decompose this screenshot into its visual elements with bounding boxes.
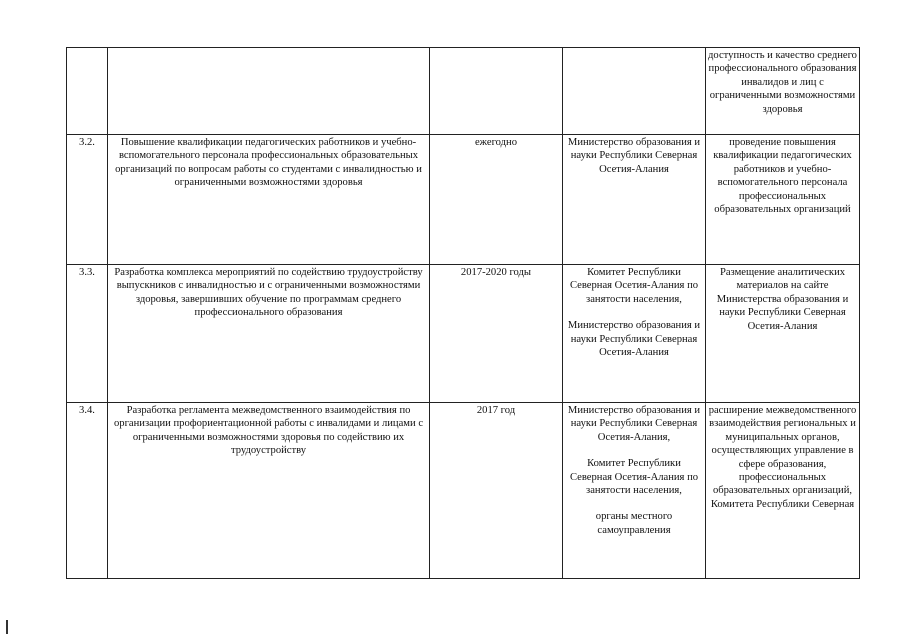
row-number: 3.3. <box>67 265 108 403</box>
responsible-org: Министерство образования и науки Республики Северная Осетия-Алания <box>567 137 701 175</box>
activity-cell: Разработка регламента межведомственного взаимодействия по организации профориентационной работы с инвалидами и лицами с ограниченными возможностями здоровья по содействию их трудоустройству <box>108 403 430 579</box>
period-cell: ежегодно <box>430 135 563 265</box>
result-cell: Размещение аналитических материалов на сайте Министерства образования и науки Республики Северная Осетия-Алания <box>706 265 860 403</box>
scan-edge-mark <box>6 620 8 634</box>
responsible-cell <box>563 265 706 403</box>
responsible-cell <box>563 48 706 135</box>
table-row <box>67 403 860 579</box>
period-cell: 2017 год <box>430 403 563 579</box>
responsible-org: Министерство образования и науки Республики Северная Осетия-Алания, <box>567 405 701 443</box>
responsible-cell <box>563 403 706 579</box>
responsible-cell <box>563 135 706 265</box>
plan-table <box>66 47 860 579</box>
activity-cell: Разработка комплекса мероприятий по содействию трудоустройству выпускников с инвалидностью и с ограниченными возможностями здоровья, завершивших обучение по программам среднего профессионального образования <box>108 265 430 403</box>
result-cell: доступность и качество среднего профессионального образования инвалидов и лиц с ограниченными возможностями здоровья <box>706 48 860 135</box>
responsible-org: Министерство образования и науки Республики Северная Осетия-Алания <box>567 320 701 359</box>
responsible-org: Комитет Республики Северная Осетия-Алания по занятости населения, <box>569 458 699 497</box>
activity-cell: Повышение квалификации педагогических работников и учебно-вспомогательного персонала профессиональных образовательных организаций по вопросам работы со студентами с инвалидностью и ограниченными возможностями здоровья <box>108 135 430 265</box>
row-number <box>67 48 108 135</box>
activity-cell <box>108 48 430 135</box>
result-cell: проведение повышения квалификации педагогических работников и учебно-вспомогательного персонала профессиональных образовательных организаций <box>706 135 860 265</box>
row-number: 3.2. <box>67 135 108 265</box>
period-cell: 2017-2020 годы <box>430 265 563 403</box>
responsible-org: органы местного самоуправления <box>595 511 673 536</box>
table-row <box>67 48 860 135</box>
row-number: 3.4. <box>67 403 108 579</box>
table-row <box>67 265 860 403</box>
result-cell: расширение межведомственного взаимодействия региональных и муниципальных органов, осуществляющих управление в сфере образования, профессиональных образовательных организаций, Комитета Республики Северная <box>706 403 860 579</box>
table-row <box>67 135 860 265</box>
responsible-org: Комитет Республики Северная Осетия-Алания по занятости населения, <box>569 267 699 305</box>
period-cell <box>430 48 563 135</box>
